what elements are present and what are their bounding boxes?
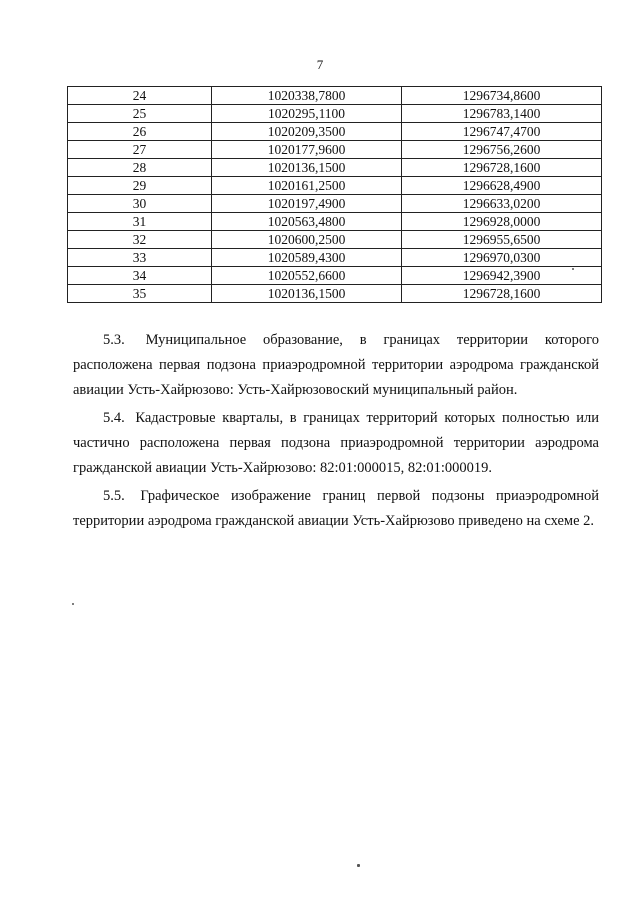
x-coordinate-cell: 1020136,1500	[212, 159, 402, 177]
y-coordinate-cell: 1296734,8600	[402, 87, 602, 105]
section-5-4-number: 5.4.	[103, 410, 125, 426]
section-5-5-number: 5.5.	[103, 488, 125, 504]
x-coordinate-cell: 1020589,4300	[212, 249, 402, 267]
y-coordinate-cell: 1296633,0200	[402, 195, 602, 213]
table-row	[68, 177, 602, 195]
y-coordinate-cell: 1296747,4700	[402, 123, 602, 141]
x-coordinate-cell: 1020136,1500	[212, 285, 402, 303]
x-coordinate-cell: 1020161,2500	[212, 177, 402, 195]
y-coordinate-cell: 1296628,4900	[402, 177, 602, 195]
point-number-cell: 32	[68, 231, 212, 249]
section-5-5	[73, 484, 599, 534]
scan-speck	[357, 864, 360, 867]
section-5-4	[73, 406, 599, 481]
table-row	[68, 195, 602, 213]
y-coordinate-cell: 1296970,0300	[402, 249, 602, 267]
point-number-cell: 31	[68, 213, 212, 231]
x-coordinate-cell: 1020563,4800	[212, 213, 402, 231]
x-coordinate-cell: 1020600,2500	[212, 231, 402, 249]
table-row	[68, 123, 602, 141]
point-number-cell: 24	[68, 87, 212, 105]
scan-speck	[572, 268, 574, 270]
table-row	[68, 285, 602, 303]
section-5-5-text: Графическое изображение границ первой подзоны приаэродромной территории аэродрома гражданской авиации Усть-Хайрюзово приведено на схеме 2.	[73, 488, 600, 529]
y-coordinate-cell: 1296928,0000	[402, 213, 602, 231]
scan-speck	[72, 603, 74, 605]
point-number-cell: 34	[68, 267, 212, 285]
table-row	[68, 267, 602, 285]
x-coordinate-cell: 1020209,3500	[212, 123, 402, 141]
table-row	[68, 231, 602, 249]
table-row	[68, 213, 602, 231]
section-5-3-text: Муниципальное образование, в границах территории которого расположена первая подзона приаэродромной территории аэродрома гражданской авиации Усть-Хайрюзово: Усть-Хайрюзовоский муниципальный район.	[73, 332, 600, 398]
section-5-3-number: 5.3.	[103, 332, 125, 348]
x-coordinate-cell: 1020338,7800	[212, 87, 402, 105]
x-coordinate-cell: 1020552,6600	[212, 267, 402, 285]
y-coordinate-cell: 1296955,6500	[402, 231, 602, 249]
x-coordinate-cell: 1020295,1100	[212, 105, 402, 123]
point-number-cell: 35	[68, 285, 212, 303]
table-row	[68, 159, 602, 177]
y-coordinate-cell: 1296728,1600	[402, 159, 602, 177]
point-number-cell: 26	[68, 123, 212, 141]
table-row	[68, 87, 602, 105]
y-coordinate-cell: 1296783,1400	[402, 105, 602, 123]
y-coordinate-cell: 1296756,2600	[402, 141, 602, 159]
section-5-4-text: Кадастровые кварталы, в границах территорий которых полностью или частично расположена первая подзона приаэродромной территории аэродрома гражданской авиации Усть-Хайрюзово: 82:01:000015, 82:01:000019.	[73, 410, 599, 476]
coordinates-table-body	[68, 87, 602, 303]
point-number-cell: 33	[68, 249, 212, 267]
point-number-cell: 25	[68, 105, 212, 123]
y-coordinate-cell: 1296728,1600	[402, 285, 602, 303]
section-5-3	[73, 328, 599, 403]
point-number-cell: 30	[68, 195, 212, 213]
point-number-cell: 28	[68, 159, 212, 177]
x-coordinate-cell: 1020177,9600	[212, 141, 402, 159]
point-number-cell: 27	[68, 141, 212, 159]
page-number: 7	[316, 57, 324, 72]
table-row	[68, 105, 602, 123]
y-coordinate-cell: 1296942,3900	[402, 267, 602, 285]
coordinates-table	[67, 86, 602, 303]
table-row	[68, 141, 602, 159]
table-row	[68, 249, 602, 267]
x-coordinate-cell: 1020197,4900	[212, 195, 402, 213]
point-number-cell: 29	[68, 177, 212, 195]
